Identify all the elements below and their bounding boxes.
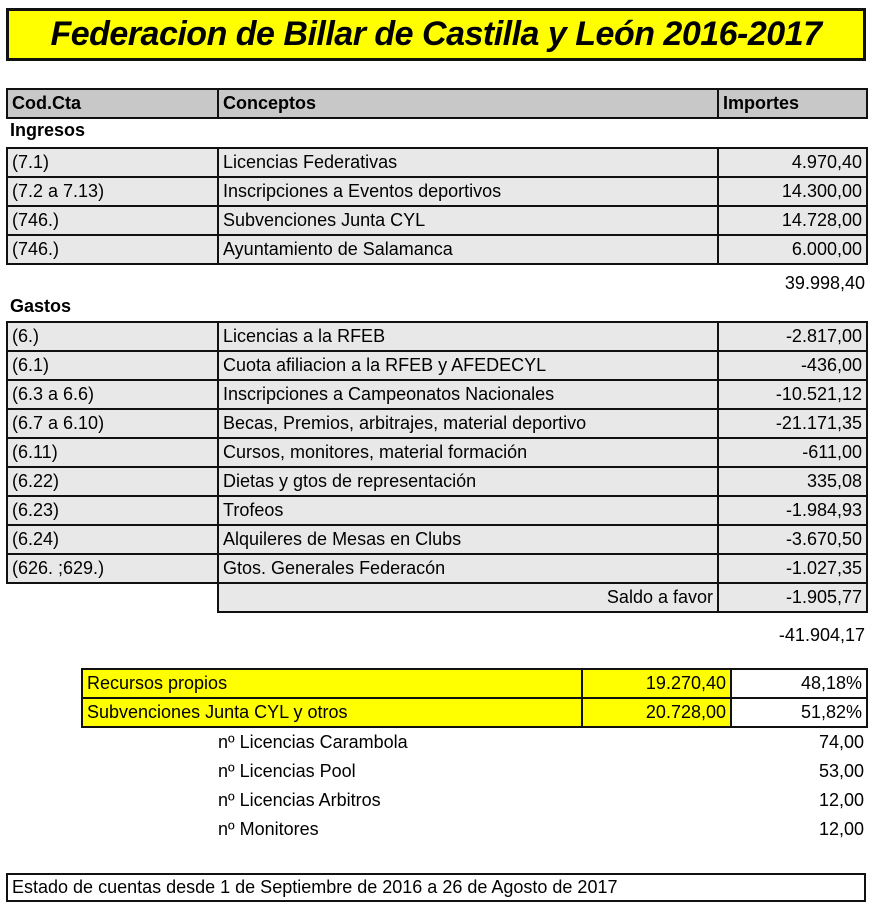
table-row [7,525,867,554]
table-row [7,380,867,409]
row-amount: -611,00 [718,438,867,467]
table-header [6,88,868,119]
row-amount: -1.984,93 [718,496,867,525]
row-concept: Inscripciones a Campeonatos Nacionales [218,380,718,409]
stat-value: 12,00 [818,819,864,839]
table-row [7,177,867,206]
table-row [7,235,867,264]
table-row [7,322,867,351]
row-concept: Gtos. Generales Federacón [218,554,718,583]
row-code: (6.7 a 6.10) [7,409,218,438]
row-amount: 335,08 [718,467,867,496]
row-concept: Dietas y gtos de representación [218,467,718,496]
stat-label: nº Licencias Pool [218,761,356,781]
row-concept: Ayuntamiento de Salamanca [218,235,718,264]
row-code: (6.) [7,322,218,351]
stat-value: 74,00 [818,732,864,752]
gastos-table [6,321,868,584]
header-amount: Importes [718,89,867,118]
row-amount: 14.300,00 [718,177,867,206]
row-concept: Subvenciones Junta CYL [218,206,718,235]
row-concept: Licencias Federativas [218,148,718,177]
row-code: (6.11) [7,438,218,467]
row-amount: -436,00 [718,351,867,380]
table-row [7,409,867,438]
ingresos-total: 39.998,40 [784,273,865,293]
row-concept: Inscripciones a Eventos deportivos [218,177,718,206]
table-row [7,206,867,235]
table-row [7,148,867,177]
saldo-label: Saldo a favor [218,583,718,612]
resource-percent: 51,82% [731,698,867,727]
stat-value: 53,00 [818,761,864,781]
ingresos-table [6,147,868,265]
saldo-row [218,583,867,612]
row-code: (7.1) [7,148,218,177]
gastos-label: Gastos [10,296,72,316]
footer-note: Estado de cuentas desde 1 de Septiembre de 2016 a 26 de Agosto de 2017 [6,873,866,902]
table-row [7,496,867,525]
table-row [7,438,867,467]
row-amount: -21.171,35 [718,409,867,438]
table-row [7,351,867,380]
row-concept: Cursos, monitores, material formación [218,438,718,467]
row-amount: 14.728,00 [718,206,867,235]
page-title: Federacion de Billar de Castilla y León 2016-2017 [6,8,866,61]
row-code: (6.24) [7,525,218,554]
row-code: (746.) [7,206,218,235]
header-code: Cod.Cta [7,89,218,118]
stat-label: nº Monitores [218,819,319,839]
gastos-total: -41.904,17 [778,625,865,645]
row-code: (6.23) [7,496,218,525]
row-amount: 4.970,40 [718,148,867,177]
row-concept: Trofeos [218,496,718,525]
row-amount: -1.027,35 [718,554,867,583]
resource-row [82,669,867,698]
resource-amount: 20.728,00 [582,698,731,727]
resource-row [82,698,867,727]
ingresos-label: Ingresos [10,120,86,140]
resources-table [81,668,868,728]
row-code: (746.) [7,235,218,264]
resource-label: Recursos propios [82,669,582,698]
resource-amount: 19.270,40 [582,669,731,698]
table-row [7,554,867,583]
row-code: (7.2 a 7.13) [7,177,218,206]
resource-percent: 48,18% [731,669,867,698]
table-row [7,467,867,496]
row-amount: -2.817,00 [718,322,867,351]
row-code: (626. ;629.) [7,554,218,583]
saldo-table [217,582,868,613]
row-amount: -10.521,12 [718,380,867,409]
row-concept: Licencias a la RFEB [218,322,718,351]
row-amount: -3.670,50 [718,525,867,554]
row-code: (6.1) [7,351,218,380]
row-concept: Becas, Premios, arbitrajes, material deportivo [218,409,718,438]
resource-label: Subvenciones Junta CYL y otros [82,698,582,727]
stat-value: 12,00 [818,790,864,810]
row-amount: 6.000,00 [718,235,867,264]
stat-label: nº Licencias Carambola [218,732,408,752]
row-concept: Alquileres de Mesas en Clubs [218,525,718,554]
row-code: (6.3 a 6.6) [7,380,218,409]
row-code: (6.22) [7,467,218,496]
stat-label: nº Licencias Arbitros [218,790,381,810]
row-concept: Cuota afiliacion a la RFEB y AFEDECYL [218,351,718,380]
header-concept: Conceptos [218,89,718,118]
saldo-amount: -1.905,77 [718,583,867,612]
